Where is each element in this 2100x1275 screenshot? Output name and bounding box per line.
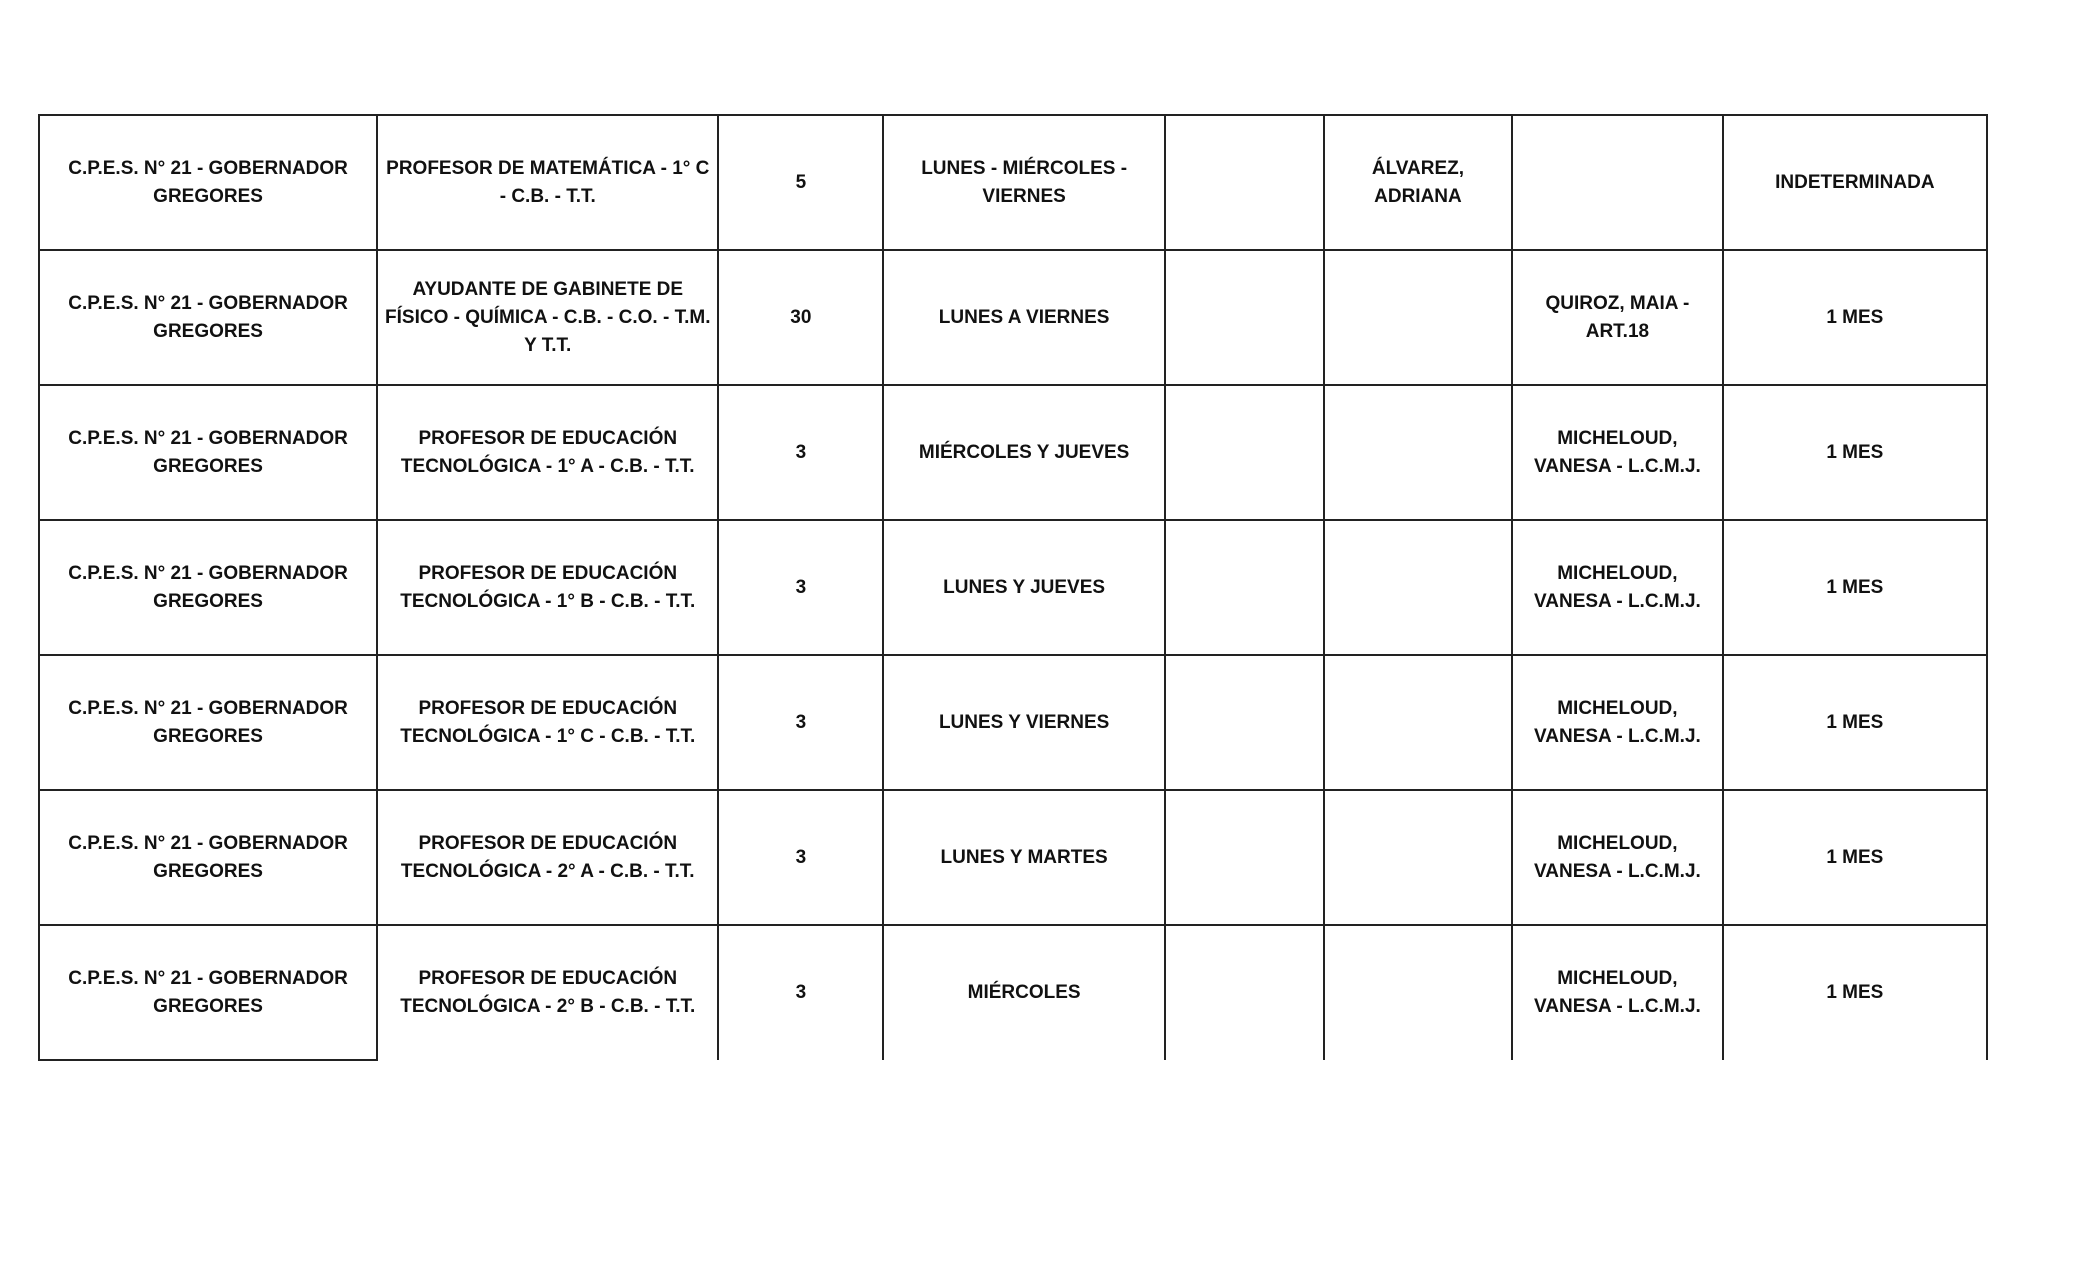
duration-cell: 1 MES — [1723, 655, 1987, 790]
days-cell: LUNES Y MARTES — [883, 790, 1164, 925]
position-cell: PROFESOR DE MATEMÁTICA - 1° C - C.B. - T.T. — [377, 115, 718, 250]
hours-cell: 3 — [718, 385, 883, 520]
spreadsheet-page — [38, 114, 1988, 1061]
days-cell: LUNES Y JUEVES — [883, 520, 1164, 655]
school-cell: C.P.E.S. N° 21 - GOBERNADOR GREGORES — [39, 250, 377, 385]
replaces-cell: QUIROZ, MAIA - ART.18 — [1512, 250, 1723, 385]
school-cell: C.P.E.S. N° 21 - GOBERNADOR GREGORES — [39, 385, 377, 520]
replaces-cell — [1512, 115, 1723, 250]
days-cell: MIÉRCOLES — [883, 925, 1164, 1060]
school-cell: C.P.E.S. N° 21 - GOBERNADOR GREGORES — [39, 655, 377, 790]
hours-cell: 3 — [718, 520, 883, 655]
table-row — [39, 250, 1987, 385]
empty-cell — [1165, 115, 1324, 250]
hours-cell: 3 — [718, 790, 883, 925]
holder-cell — [1324, 655, 1512, 790]
school-cell: C.P.E.S. N° 21 - GOBERNADOR GREGORES — [39, 520, 377, 655]
duration-cell: 1 MES — [1723, 790, 1987, 925]
position-cell: PROFESOR DE EDUCACIÓN TECNOLÓGICA - 2° A - C.B. - T.T. — [377, 790, 718, 925]
table-row — [39, 925, 1987, 1060]
days-cell: LUNES A VIERNES — [883, 250, 1164, 385]
days-cell: MIÉRCOLES Y JUEVES — [883, 385, 1164, 520]
replaces-cell: MICHELOUD, VANESA - L.C.M.J. — [1512, 655, 1723, 790]
holder-cell — [1324, 250, 1512, 385]
days-cell: LUNES - MIÉRCOLES - VIERNES — [883, 115, 1164, 250]
table-row — [39, 385, 1987, 520]
table-row — [39, 790, 1987, 925]
replaces-cell: MICHELOUD, VANESA - L.C.M.J. — [1512, 790, 1723, 925]
hours-cell: 5 — [718, 115, 883, 250]
holder-cell: ÁLVAREZ, ADRIANA — [1324, 115, 1512, 250]
duration-cell: INDETERMINADA — [1723, 115, 1987, 250]
table-row — [39, 520, 1987, 655]
table-row — [39, 655, 1987, 790]
empty-cell — [1165, 790, 1324, 925]
vacancies-table — [38, 114, 1988, 1061]
table-row — [39, 115, 1987, 250]
duration-cell: 1 MES — [1723, 385, 1987, 520]
duration-cell: 1 MES — [1723, 925, 1987, 1060]
position-cell: AYUDANTE DE GABINETE DE FÍSICO - QUÍMICA - C.B. - C.O. - T.M. Y T.T. — [377, 250, 718, 385]
empty-cell — [1165, 520, 1324, 655]
replaces-cell: MICHELOUD, VANESA - L.C.M.J. — [1512, 520, 1723, 655]
hours-cell: 3 — [718, 925, 883, 1060]
duration-cell: 1 MES — [1723, 520, 1987, 655]
holder-cell — [1324, 520, 1512, 655]
days-cell: LUNES Y VIERNES — [883, 655, 1164, 790]
replaces-cell: MICHELOUD, VANESA - L.C.M.J. — [1512, 385, 1723, 520]
school-cell: C.P.E.S. N° 21 - GOBERNADOR GREGORES — [39, 790, 377, 925]
replaces-cell: MICHELOUD, VANESA - L.C.M.J. — [1512, 925, 1723, 1060]
hours-cell: 30 — [718, 250, 883, 385]
position-cell: PROFESOR DE EDUCACIÓN TECNOLÓGICA - 2° B - C.B. - T.T. — [377, 925, 718, 1060]
position-cell: PROFESOR DE EDUCACIÓN TECNOLÓGICA - 1° B - C.B. - T.T. — [377, 520, 718, 655]
position-cell: PROFESOR DE EDUCACIÓN TECNOLÓGICA - 1° A - C.B. - T.T. — [377, 385, 718, 520]
empty-cell — [1165, 655, 1324, 790]
school-cell: C.P.E.S. N° 21 - GOBERNADOR GREGORES — [39, 925, 377, 1060]
holder-cell — [1324, 385, 1512, 520]
hours-cell: 3 — [718, 655, 883, 790]
holder-cell — [1324, 925, 1512, 1060]
empty-cell — [1165, 250, 1324, 385]
position-cell: PROFESOR DE EDUCACIÓN TECNOLÓGICA - 1° C - C.B. - T.T. — [377, 655, 718, 790]
holder-cell — [1324, 790, 1512, 925]
empty-cell — [1165, 385, 1324, 520]
duration-cell: 1 MES — [1723, 250, 1987, 385]
school-cell: C.P.E.S. N° 21 - GOBERNADOR GREGORES — [39, 115, 377, 250]
empty-cell — [1165, 925, 1324, 1060]
